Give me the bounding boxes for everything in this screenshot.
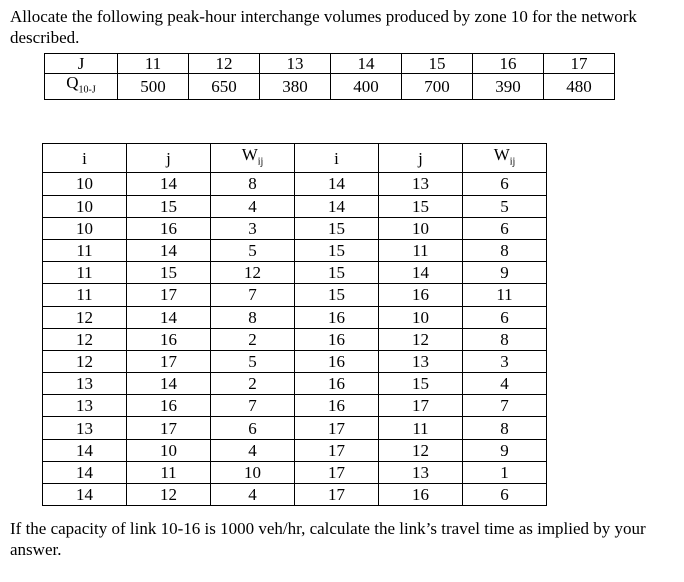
header-cell-i <box>295 144 379 173</box>
header-main: W <box>493 145 510 164</box>
table-cell: 10 <box>379 306 463 328</box>
demand-volume-row <box>45 74 615 100</box>
table-cell: 15 <box>295 284 379 306</box>
table-cell: 2 <box>211 328 295 350</box>
header-main: W <box>241 145 258 164</box>
header-cell-j <box>379 144 463 173</box>
table-cell: 8 <box>211 173 295 195</box>
table-row <box>43 306 547 328</box>
table-cell: 16 <box>295 373 379 395</box>
table-cell: 16 <box>295 395 379 417</box>
table-cell: 14 <box>43 484 127 506</box>
volume-cell: 700 <box>402 74 473 100</box>
table-cell: 16 <box>127 328 211 350</box>
table-cell: 16 <box>127 395 211 417</box>
demand-row-label <box>45 74 118 100</box>
table-cell: 16 <box>379 284 463 306</box>
table-cell: 11 <box>43 239 127 261</box>
table-row <box>43 484 547 506</box>
problem-question: If the capacity of link 10-16 is 1000 veh/hr, calculate the link’s travel time as implied by your answer. <box>10 519 646 559</box>
volume-cell: 480 <box>544 74 615 100</box>
table-cell: 6 <box>211 417 295 439</box>
table-cell: 11 <box>463 284 547 306</box>
table-cell: 4 <box>211 484 295 506</box>
table-cell: 8 <box>463 328 547 350</box>
table-cell: 14 <box>295 195 379 217</box>
volume-cell: 400 <box>331 74 402 100</box>
table-cell: 4 <box>211 195 295 217</box>
weight-header-row <box>43 144 547 173</box>
zone-cell: 17 <box>544 54 615 74</box>
table-cell: 1 <box>463 461 547 483</box>
table-cell: 6 <box>463 306 547 328</box>
table-cell: 6 <box>463 484 547 506</box>
table-cell: 15 <box>295 217 379 239</box>
table-cell: 12 <box>379 439 463 461</box>
table-cell: 17 <box>295 439 379 461</box>
table-cell: 4 <box>211 439 295 461</box>
table-cell: 15 <box>295 262 379 284</box>
table-cell: 12 <box>127 484 211 506</box>
table-cell: 15 <box>295 239 379 261</box>
problem-intro: Allocate the following peak-hour interchange volumes produced by zone 10 for the network described. <box>10 7 637 47</box>
row-label-subscript: 10-J <box>78 84 96 96</box>
table-cell: 7 <box>463 395 547 417</box>
table-cell: 14 <box>295 173 379 195</box>
table-row <box>43 350 547 372</box>
zone-cell: 14 <box>331 54 402 74</box>
table-cell: 10 <box>379 217 463 239</box>
table-cell: 12 <box>43 328 127 350</box>
volume-cell: 380 <box>260 74 331 100</box>
table-cell: 6 <box>463 217 547 239</box>
table-row <box>43 284 547 306</box>
table-cell: 12 <box>43 350 127 372</box>
zone-cell: 13 <box>260 54 331 74</box>
table-cell: 5 <box>463 195 547 217</box>
table-cell: 9 <box>463 262 547 284</box>
table-row <box>43 217 547 239</box>
table-row <box>43 373 547 395</box>
table-cell: 4 <box>463 373 547 395</box>
table-cell: 13 <box>43 373 127 395</box>
zone-cell: 16 <box>473 54 544 74</box>
table-cell: 17 <box>127 350 211 372</box>
table-cell: 10 <box>43 217 127 239</box>
zone-cell: 15 <box>402 54 473 74</box>
table-cell: 11 <box>127 461 211 483</box>
table-cell: 10 <box>43 195 127 217</box>
table-row <box>43 395 547 417</box>
row-label-main: Q <box>66 73 79 92</box>
header-cell-i <box>43 144 127 173</box>
table-row <box>43 417 547 439</box>
table-cell: 16 <box>295 328 379 350</box>
table-cell: 17 <box>295 461 379 483</box>
table-cell: 16 <box>127 217 211 239</box>
table-cell: 8 <box>211 306 295 328</box>
table-cell: 14 <box>127 239 211 261</box>
table-cell: 17 <box>379 395 463 417</box>
table-cell: 14 <box>43 439 127 461</box>
table-cell: 7 <box>211 395 295 417</box>
table-row <box>43 328 547 350</box>
demand-table <box>44 53 615 100</box>
table-row <box>43 239 547 261</box>
table-cell: 13 <box>379 461 463 483</box>
header-subscript: ij <box>257 156 264 168</box>
zone-cell: 12 <box>189 54 260 74</box>
table-cell: 15 <box>379 195 463 217</box>
table-cell: 12 <box>379 328 463 350</box>
demand-header-row <box>45 54 615 74</box>
table-row <box>43 461 547 483</box>
table-cell: 14 <box>127 306 211 328</box>
table-cell: 16 <box>295 306 379 328</box>
header-main: j <box>418 148 423 168</box>
volume-cell: 500 <box>118 74 189 100</box>
demand-header-label: J <box>45 54 118 74</box>
link-weight-table-body <box>43 144 547 506</box>
header-subscript: ij <box>509 156 516 168</box>
table-cell: 5 <box>211 350 295 372</box>
table-cell: 11 <box>43 284 127 306</box>
table-cell: 15 <box>127 195 211 217</box>
table-cell: 14 <box>127 373 211 395</box>
table-cell: 15 <box>379 373 463 395</box>
table-cell: 5 <box>211 239 295 261</box>
table-cell: 3 <box>463 350 547 372</box>
table-cell: 11 <box>43 262 127 284</box>
volume-cell: 390 <box>473 74 544 100</box>
table-cell: 13 <box>379 350 463 372</box>
table-cell: 10 <box>127 439 211 461</box>
header-cell-j <box>127 144 211 173</box>
table-cell: 17 <box>295 417 379 439</box>
table-cell: 9 <box>463 439 547 461</box>
table-row <box>43 262 547 284</box>
table-cell: 13 <box>43 417 127 439</box>
table-cell: 15 <box>127 262 211 284</box>
table-cell: 12 <box>211 262 295 284</box>
header-main: j <box>166 148 171 168</box>
table-cell: 16 <box>379 484 463 506</box>
header-main: i <box>334 148 339 168</box>
header-cell-wij <box>211 144 295 173</box>
header-cell-wij <box>463 144 547 173</box>
table-cell: 11 <box>379 417 463 439</box>
table-cell: 7 <box>211 284 295 306</box>
table-cell: 14 <box>43 461 127 483</box>
table-cell: 14 <box>127 173 211 195</box>
table-cell: 17 <box>295 484 379 506</box>
volume-cell: 650 <box>189 74 260 100</box>
table-cell: 10 <box>43 173 127 195</box>
table-cell: 17 <box>127 284 211 306</box>
table-cell: 16 <box>295 350 379 372</box>
header-main: i <box>82 148 87 168</box>
table-cell: 13 <box>43 395 127 417</box>
table-cell: 11 <box>379 239 463 261</box>
link-weight-table <box>42 143 547 506</box>
table-cell: 12 <box>43 306 127 328</box>
table-row <box>43 195 547 217</box>
table-cell: 10 <box>211 461 295 483</box>
table-cell: 8 <box>463 417 547 439</box>
table-cell: 17 <box>127 417 211 439</box>
table-cell: 3 <box>211 217 295 239</box>
table-cell: 2 <box>211 373 295 395</box>
table-cell: 6 <box>463 173 547 195</box>
table-cell: 13 <box>379 173 463 195</box>
table-row <box>43 439 547 461</box>
table-cell: 8 <box>463 239 547 261</box>
zone-cell: 11 <box>118 54 189 74</box>
table-row <box>43 173 547 195</box>
table-cell: 14 <box>379 262 463 284</box>
